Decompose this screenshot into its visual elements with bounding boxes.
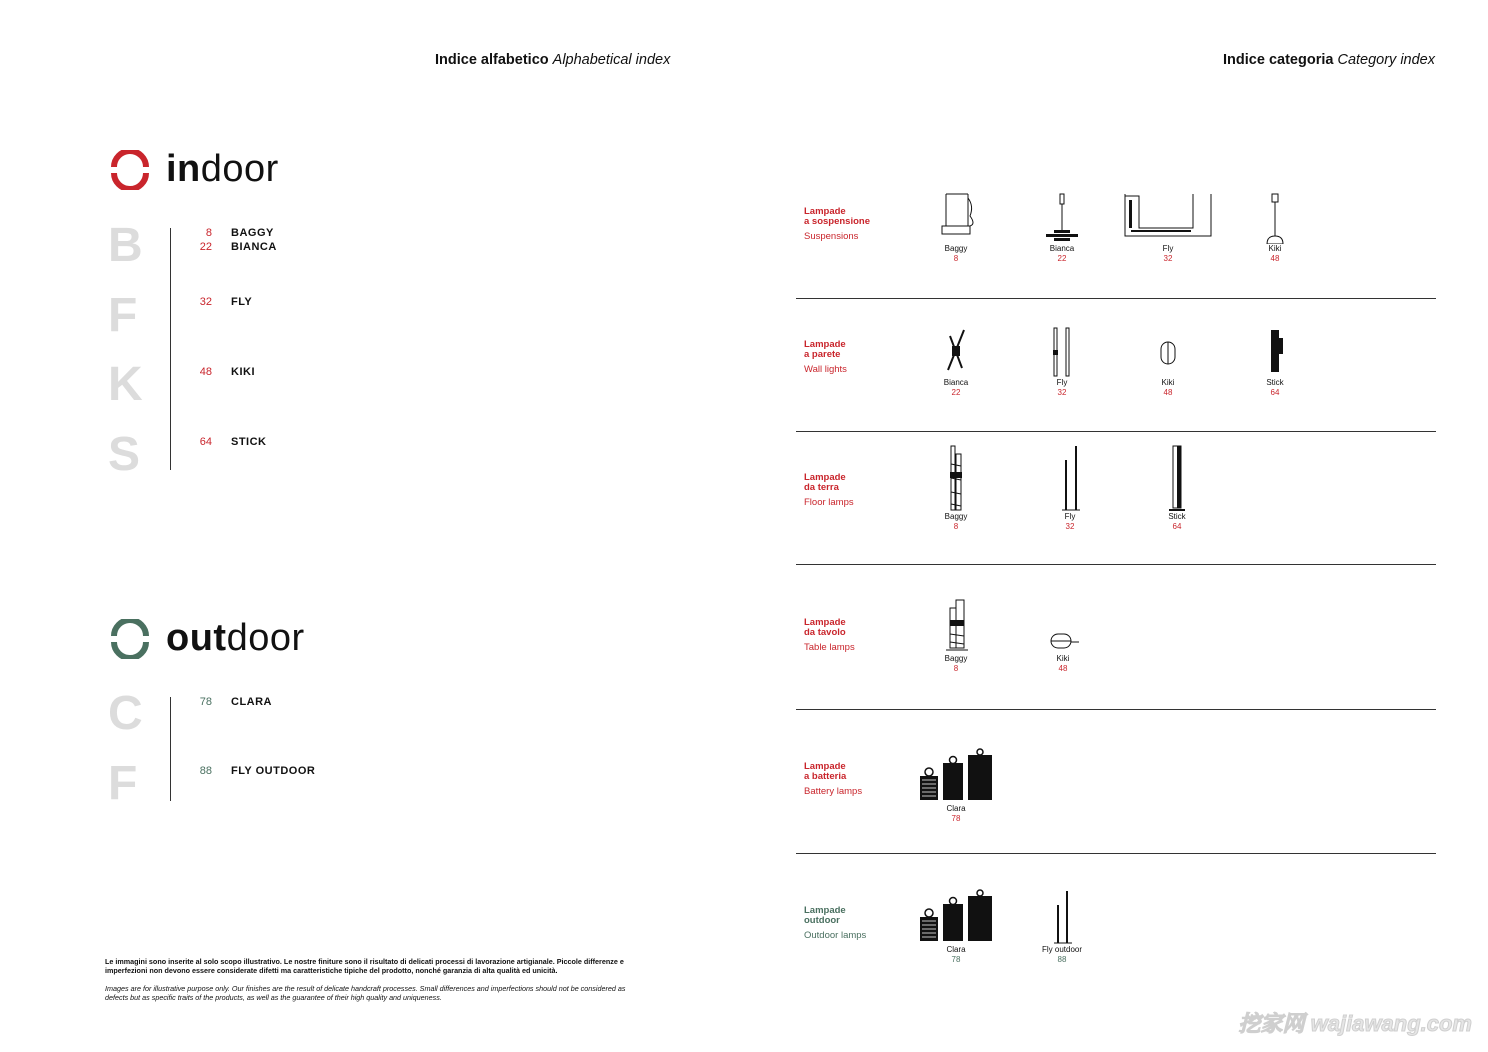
index-page-number: 64 [199,436,212,448]
product-page: 22 [951,388,961,397]
floor-stick-icon [1147,444,1207,512]
category-separator [796,298,1436,299]
product-name: Clara [946,945,966,954]
product-name: Fly [1056,378,1068,387]
index-page-number: 32 [199,296,212,308]
header-left-bold: Indice alfabetico [435,52,549,68]
category-subtitle: Wall lights [804,364,847,375]
index-product-link[interactable]: STICK [231,436,267,448]
outdoor-word [166,617,305,660]
index-page-number: 8 [205,227,212,239]
index-product-link[interactable]: BAGGY [231,227,274,239]
outdoor-word-bold: out [166,617,227,659]
product-item[interactable] [1030,444,1110,532]
header-right-italic: Category index [1337,52,1435,68]
watermark: 挖家网 wajiawang.com [1238,1011,1472,1036]
product-page: 78 [951,814,961,823]
category-title: Lampade da tavolo [804,617,846,638]
product-page: 88 [1057,955,1067,964]
product-item[interactable] [1235,192,1315,264]
product-name: Baggy [944,512,968,521]
product-page: 48 [1163,388,1173,397]
product-page: 32 [1057,388,1067,397]
product-item[interactable] [916,326,996,398]
product-item[interactable] [1128,326,1208,398]
wall-fly-icon [1032,326,1092,378]
product-item[interactable] [1137,444,1217,532]
index-letter: F [108,289,138,342]
product-page: 78 [951,955,961,964]
product-page: 48 [1270,254,1280,263]
category-title: Lampade a batteria [804,761,847,782]
product-page: 32 [1065,522,1075,531]
category-separator [796,709,1436,710]
outdoor-title [110,617,305,660]
product-page: 22 [1057,254,1067,263]
outdoor-clara-icon [916,889,996,945]
category-subtitle: Floor lamps [804,497,854,508]
product-name: Fly outdoor [1041,945,1083,954]
table-baggy-icon [926,596,986,654]
outdoor-logo-icon [110,619,150,659]
product-item[interactable] [916,889,996,965]
outdoor-word-light: door [226,617,305,659]
product-name: Fly [1064,512,1076,521]
table-kiki-icon [1033,596,1093,654]
index-letter: C [108,687,143,740]
product-page: 8 [953,664,959,673]
product-name: Baggy [944,654,968,663]
product-item[interactable] [916,192,996,264]
category-separator [796,431,1436,432]
product-item[interactable] [1128,192,1208,264]
product-name: Kiki [1268,244,1282,253]
index-product-link[interactable]: FLY [231,296,253,308]
category-title: Lampade a parete [804,339,846,360]
product-name: Fly [1162,244,1174,253]
wall-kiki-icon [1138,326,1198,378]
index-page-number: 22 [199,241,212,253]
product-item[interactable] [1235,326,1315,398]
floor-fly-icon [1040,444,1100,512]
product-item[interactable] [1022,889,1102,965]
index-product-link[interactable]: FLY OUTDOOR [231,765,316,777]
header-left-italic: Alphabetical index [552,52,671,68]
index-page-number: 78 [199,696,212,708]
index-product-link[interactable]: CLARA [231,696,272,708]
header-right-bold: Indice categoria [1223,52,1334,68]
product-item[interactable] [1023,596,1103,674]
product-name: Baggy [944,244,968,253]
index-letter: F [108,757,138,810]
category-title: Lampade da terra [804,472,846,493]
floor-baggy-icon [926,444,986,512]
alphabetical-index-header [435,52,670,68]
indoor-word [166,148,279,191]
product-name: Bianca [1049,244,1075,253]
product-name: Stick [1266,378,1284,387]
category-subtitle: Suspensions [804,231,859,242]
indoor-word-bold: in [166,148,201,190]
product-item[interactable] [916,444,996,532]
indoor-word-light: door [200,148,279,190]
product-page: 32 [1163,254,1173,263]
product-page: 8 [953,522,959,531]
index-page-number: 48 [199,366,212,378]
product-name: Bianca [943,378,969,387]
category-subtitle: Battery lamps [804,786,863,797]
product-name: Clara [946,804,966,813]
suspension-baggy-icon [926,192,986,244]
category-title: Lampade outdoor [804,905,846,926]
outdoor-fly-icon [1032,889,1092,945]
category-index-header [1223,52,1435,68]
product-item[interactable] [916,748,996,824]
indoor-divider [170,228,171,470]
index-page-number: 88 [199,765,212,777]
category-separator [796,853,1436,854]
product-item[interactable] [916,596,996,674]
category-title: Lampade a sospensione [804,206,870,227]
battery-clara-icon [916,748,996,804]
suspension-fly-icon [1123,192,1213,244]
wall-bianca-icon [926,326,986,378]
product-name: Stick [1168,512,1186,521]
category-separator [796,564,1436,565]
wall-stick-icon [1245,326,1305,378]
disclaimer-italian: Le immagini sono inserite al solo scopo illustrativo. Le nostre finiture sono il risultato di delicati processi di lavorazione artigianale. Piccole differenze e imperfezioni non devono essere considerate difetti ma caratteristiche tipiche del prodotto, nonché garanzia di alta qualità ed unicità. [105,957,624,975]
product-name: Kiki [1056,654,1070,663]
product-item[interactable] [1022,192,1102,264]
category-subtitle: Outdoor lamps [804,930,867,941]
index-product-link[interactable]: KIKI [231,366,255,378]
category-subtitle: Table lamps [804,642,855,653]
index-letter: B [108,219,143,272]
index-product-link[interactable]: BIANCA [231,241,277,253]
product-item[interactable] [1022,326,1102,398]
indoor-title [110,148,279,191]
product-page: 64 [1172,522,1182,531]
product-page: 8 [953,254,959,263]
disclaimer-english: Images are for illustrative purpose only. Our finishes are the result of delicate handcraft processes. Small differences and imperfections should not be considered as defects but as specific traits of the products, as well as the guarantee of their high quality and uniqueness. [105,984,626,1002]
product-page: 48 [1058,664,1068,673]
suspension-kiki-icon [1245,192,1305,244]
product-name: Kiki [1161,378,1175,387]
outdoor-divider [170,697,171,801]
product-page: 64 [1270,388,1280,397]
indoor-logo-icon [110,150,150,190]
index-letter: K [108,358,143,411]
suspension-bianca-icon [1032,192,1092,244]
index-letter: S [108,428,141,481]
